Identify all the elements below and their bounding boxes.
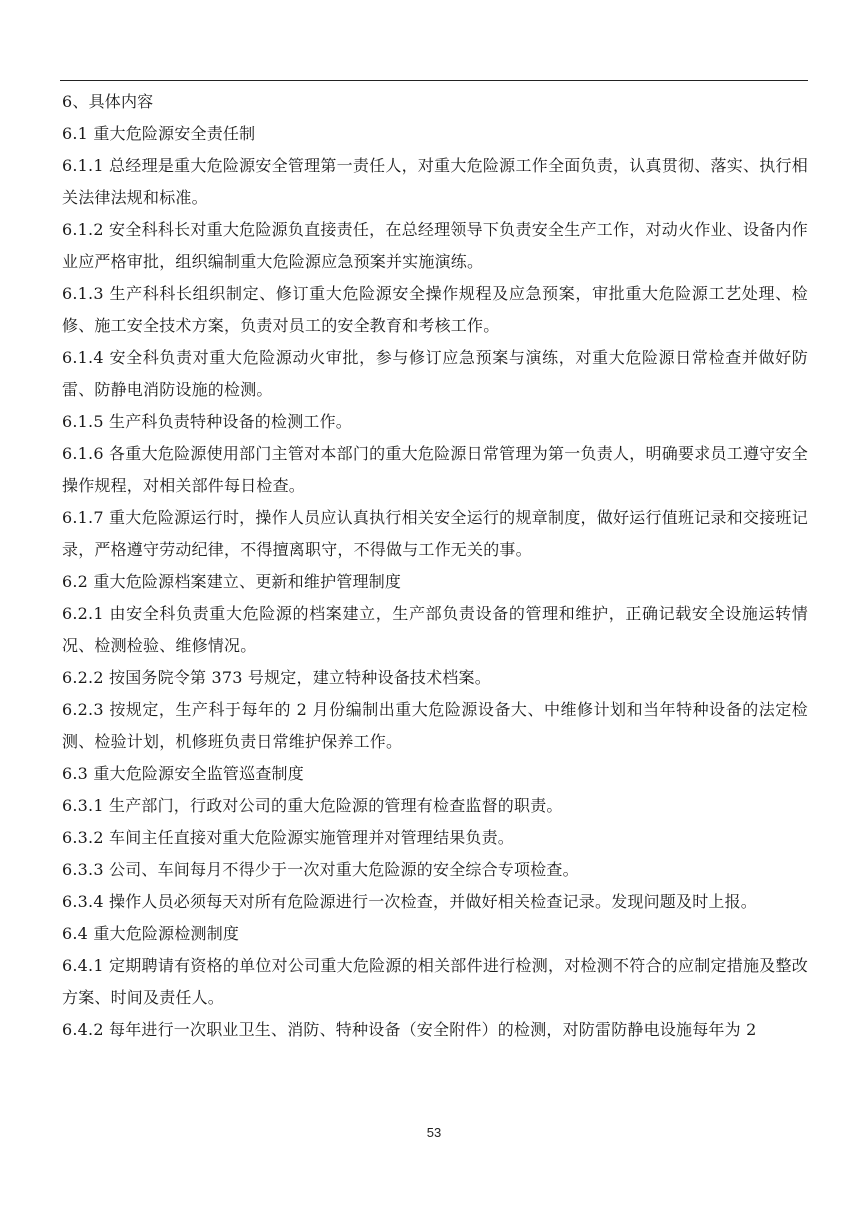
clause-paragraph: 6.4.2 每年进行一次职业卫生、消防、特种设备（安全附件）的检测，对防雷防静电设施每年为 2 [62,1020,757,1039]
clause-paragraph: 6.2.3 按规定，生产科于每年的 2 月份编制出重大危险源设备大、中维修计划和当年特种设备的法定检测、检验计划，机修班负责日常维护保养工作。 [62,700,808,751]
clause-paragraph: 6.3.2 车间主任直接对重大危险源实施管理并对管理结果负责。 [62,828,514,847]
clause-paragraph: 6.3.4 操作人员必须每天对所有危险源进行一次检查，并做好相关检查记录。发现问题及时上报。 [62,892,757,911]
page-number: 53 [426,1125,442,1140]
clause-paragraph: 6.3.1 生产部门，行政对公司的重大危险源的管理有检查监督的职责。 [62,796,563,815]
header-rule [60,80,808,81]
clause-paragraph: 6.1.2 安全科科长对重大危险源负直接责任，在总经理领导下负责安全生产工作，对动火作业、设备内作业应严格审批，组织编制重大危险源应急预案并实施演练。 [62,220,808,271]
clause-paragraph: 6.2.1 由安全科负责重大危险源的档案建立，生产部负责设备的管理和维护，正确记载安全设施运转情况、检测检验、维修情况。 [62,604,808,655]
clause-paragraph: 6.1.5 生产科负责特种设备的检测工作。 [62,412,352,431]
clause-paragraph: 6.1.4 安全科负责对重大危险源动火审批，参与修订应急预案与演练，对重大危险源日常检查并做好防雷、防静电消防设施的检测。 [62,348,808,399]
clause-paragraph: 6.3.3 公司、车间每月不得少于一次对重大危险源的安全综合专项检查。 [62,860,579,879]
section-heading: 6、具体内容 [62,92,154,111]
subsection-heading: 6.2 重大危险源档案建立、更新和维护管理制度 [62,572,402,591]
clause-paragraph: 6.1.7 重大危险源运行时，操作人员应认真执行相关安全运行的规章制度，做好运行值班记录和交接班记录，严格遵守劳动纪律，不得擅离职守，不得做与工作无关的事。 [62,508,808,559]
clause-paragraph: 6.2.2 按国务院令第 373 号规定，建立特种设备技术档案。 [62,668,491,687]
subsection-heading: 6.4 重大危险源检测制度 [62,924,240,943]
clause-paragraph: 6.1.3 生产科科长组织制定、修订重大危险源安全操作规程及应急预案，审批重大危险源工艺处理、检修、施工安全技术方案，负责对员工的安全教育和考核工作。 [62,284,808,335]
document-body [62,86,808,1046]
clause-paragraph: 6.1.6 各重大危险源使用部门主管对本部门的重大危险源日常管理为第一负责人，明确要求员工遵守安全操作规程，对相关部件每日检查。 [62,444,808,495]
clause-paragraph: 6.1.1 总经理是重大危险源安全管理第一责任人，对重大危险源工作全面负责，认真贯彻、落实、执行相关法律法规和标准。 [62,156,808,207]
subsection-heading: 6.1 重大危险源安全责任制 [62,124,256,143]
subsection-heading: 6.3 重大危险源安全监管巡查制度 [62,764,304,783]
clause-paragraph: 6.4.1 定期聘请有资格的单位对公司重大危险源的相关部件进行检测，对检测不符合的应制定措施及整改方案、时间及责任人。 [62,956,808,1007]
